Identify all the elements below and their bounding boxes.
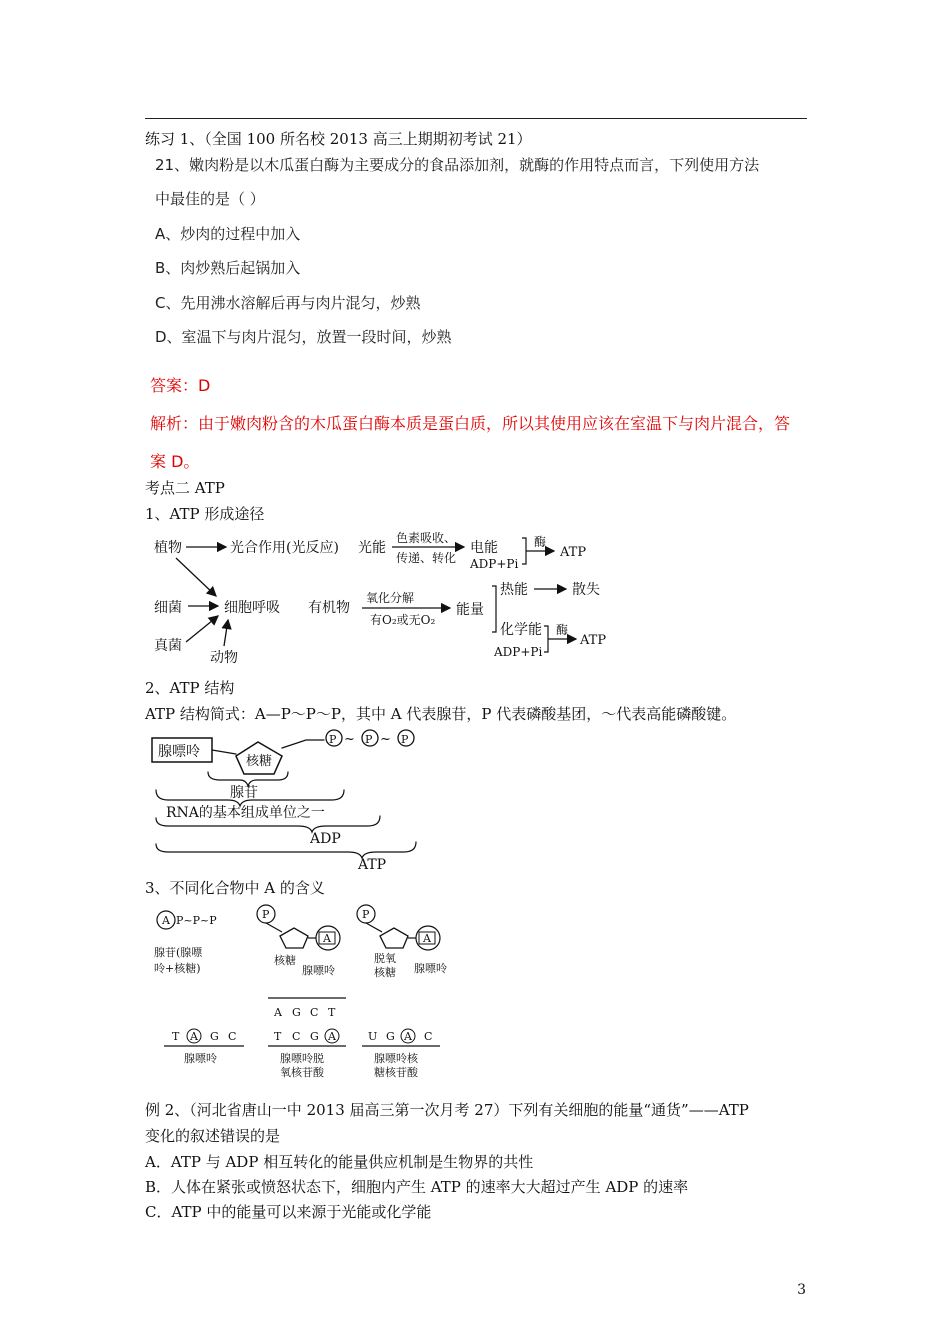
electric-energy-label: 电能	[470, 540, 498, 556]
page-number: 3	[797, 1282, 806, 1298]
adp-pi-label-top: ADP+Pi	[470, 557, 519, 571]
p-label-1: P	[329, 733, 337, 746]
dna-bottom-1: T	[274, 1030, 282, 1043]
example2-option-c: C．ATP 中的能量可以来源于光能或化学能	[145, 1203, 432, 1221]
dna-bottom-3: G	[310, 1030, 319, 1043]
label-deoxy-2: 氧核苷酸	[280, 1066, 324, 1079]
heat-label: 热能	[500, 582, 528, 598]
dna-top-3: C	[310, 1006, 319, 1019]
analysis-line-1: 解析：由于嫩肉粉含的木瓜蛋白酶本质是蛋白质，所以其使用应该在室温下与肉片混合，答	[150, 414, 791, 433]
adenosine-desc-1: 腺苷(腺嘌	[154, 946, 203, 959]
respiration-label: 细胞呼吸	[224, 600, 280, 616]
adp-label: ADP	[310, 831, 341, 847]
deoxy-desc-2: 核糖	[374, 966, 396, 979]
analysis-line-2: 案 D。	[150, 452, 200, 471]
option-b: B、肉炒熟后起锅加入	[155, 259, 301, 277]
adenine-desc-1: 腺嘌呤	[302, 964, 335, 977]
question-line-1: 21、嫩肉粉是以木瓜蛋白酶为主要成分的食品添加剂，就酶的作用特点而言，下列使用方法	[155, 156, 760, 174]
label-adenine: 腺嘌呤	[184, 1052, 217, 1065]
example2-option-b: B．人体在紧张或愤怒状态下，细胞内产生 ATP 的速率大大超过产生 ADP 的速率	[145, 1178, 689, 1196]
rna2-base-2: G	[386, 1030, 395, 1043]
atp-label-top: ATP	[560, 545, 587, 560]
dna-top-2: G	[292, 1006, 301, 1019]
svg-text:~: ~	[380, 732, 391, 747]
dna-top-4: T	[328, 1006, 336, 1019]
example2-option-a: A．ATP 与 ADP 相互转化的能量供应机制是生物界的共性	[145, 1153, 534, 1171]
p-label-2: P	[365, 733, 373, 746]
organic-label: 有机物	[308, 600, 350, 616]
photosynthesis-label: 光合作用(光反应)	[230, 540, 339, 556]
question-line-2: 中最佳的是（ ）	[155, 190, 265, 208]
plant-label: 植物	[154, 540, 182, 556]
animal-label: 动物	[210, 650, 238, 666]
a-in-atp: A	[162, 914, 170, 927]
rna2-base-3: A	[404, 1030, 412, 1043]
light-energy-label: 光能	[358, 540, 386, 556]
option-a: A、炒肉的过程中加入	[155, 225, 301, 243]
rna2-base-4: C	[424, 1030, 433, 1043]
rna-unit-label: RNA的基本组成单位之一	[166, 805, 325, 821]
dna-bottom-4: A	[328, 1030, 336, 1043]
subsection-1: 1、ATP 形成途径	[145, 505, 265, 523]
deoxy-desc-1: 脱氧	[374, 952, 396, 965]
a-in-deoxy-nucleotide: A	[423, 932, 431, 945]
rna-base-1: T	[172, 1030, 180, 1043]
atp-label-bottom: ATP	[580, 633, 607, 648]
svg-text:~: ~	[344, 732, 355, 747]
adp-pi-label-bottom: ADP+Pi	[494, 645, 543, 659]
a-meaning-diagram	[150, 902, 460, 1082]
rna-base-3: G	[210, 1030, 219, 1043]
option-c: C、先用沸水溶解后再与肉片混匀，炒熟	[155, 294, 421, 312]
p-ribose: P	[262, 908, 270, 921]
section-title: 考点二 ATP	[145, 479, 225, 497]
rna-base-4: C	[228, 1030, 237, 1043]
atp-structure-formula: ATP 结构简式：A—P～P～P，其中 A 代表腺苷，P 代表磷酸基团，～代表高能磷酸键。	[145, 705, 737, 723]
adenine-desc-2: 腺嘌呤	[414, 962, 447, 975]
p-label-3: P	[401, 733, 409, 746]
answer: 答案：D	[150, 376, 211, 395]
label-ribo-1: 腺嘌呤核	[374, 1052, 418, 1065]
label-deoxy-1: 腺嘌呤脱	[280, 1052, 324, 1065]
pigment-label-1: 色素吸收、	[396, 531, 457, 545]
dna-top-1: A	[274, 1006, 282, 1019]
rna2-base-1: U	[368, 1030, 378, 1043]
exercise-header: 练习 1、（全国 100 所名校 2013 高三上期期初考试 21）	[145, 130, 532, 148]
a-in-ribo-nucleotide: A	[323, 932, 331, 945]
oxygen-condition-label: 有O₂或无O₂	[370, 613, 436, 627]
atp-chain: P~P~P	[176, 914, 217, 927]
atp-label: ATP	[358, 857, 387, 872]
example2-line-1: 例 2、（河北省唐山一中 2013 届高三第一次月考 27）下列有关细胞的能量“通货”——ATP	[145, 1101, 749, 1119]
subsection-3: 3、不同化合物中 A 的含义	[145, 879, 325, 897]
header-rule	[145, 118, 807, 119]
atp-structure-diagram	[148, 726, 438, 872]
adenine-label: 腺嘌呤	[158, 744, 200, 760]
adenosine-desc-2: 呤+核糖)	[154, 962, 201, 975]
p-deoxyribose: P	[362, 908, 370, 921]
pigment-label-2: 传递、转化	[396, 551, 457, 565]
label-ribo-2: 糖核苷酸	[374, 1066, 418, 1079]
dna-bottom-2: C	[292, 1030, 301, 1043]
oxidation-label: 氧化分解	[366, 591, 415, 605]
rna-base-2: A	[190, 1030, 198, 1043]
example2-line-2: 变化的叙述错误的是	[145, 1127, 281, 1145]
lost-label: 散失	[572, 582, 600, 598]
atp-formation-diagram	[140, 528, 620, 668]
chemical-label: 化学能	[500, 622, 542, 638]
bacteria-label: 细菌	[154, 600, 182, 616]
subsection-2: 2、ATP 结构	[145, 679, 235, 697]
ribose-desc: 核糖	[274, 954, 296, 967]
ribose-label: 核糖	[246, 754, 273, 769]
energy-label: 能量	[456, 602, 484, 618]
enzyme-label-bottom: 酶	[556, 623, 569, 637]
option-d: D、室温下与肉片混匀，放置一段时间，炒熟	[155, 328, 452, 346]
enzyme-label-top: 酶	[534, 535, 547, 549]
adenosine-label: 腺苷	[230, 785, 258, 801]
fungi-label: 真菌	[154, 638, 182, 654]
